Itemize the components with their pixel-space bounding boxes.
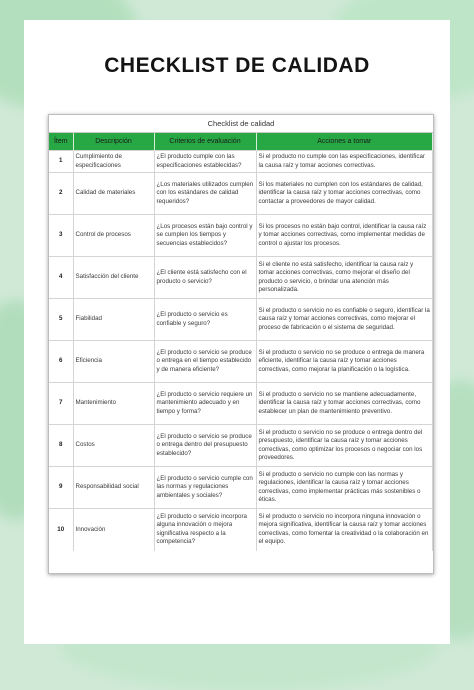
row-item: 8 <box>49 425 73 467</box>
row-criteria: ¿El producto o servicio incorpora alguna innovación o mejora significativa respecto a la competencia? <box>154 509 256 551</box>
row-criteria: ¿El producto o servicio cumple con las normas y regulaciones ambientales y sociales? <box>154 467 256 509</box>
row-description: Satisfacción del cliente <box>73 257 154 299</box>
row-item: 10 <box>49 509 73 551</box>
row-action: Si el producto o servicio no incorpora ninguna innovación o mejora significativa, identificar la causa raíz y tomar acciones correctivas, como fomentar la creatividad o la colaboración en el equipo. <box>256 509 433 551</box>
row-description: Innovación <box>73 509 154 551</box>
row-item: 5 <box>49 299 73 341</box>
row-action: Si el producto o servicio no se produce o entrega dentro del presupuesto, identificar la causa raíz y tomar acciones correctivas, como optimizar los procesos o negociar con los proveedores. <box>256 425 433 467</box>
table-row <box>49 425 433 467</box>
row-description: Control de procesos <box>73 215 154 257</box>
table-row <box>49 257 433 299</box>
row-description: Calidad de materiales <box>73 173 154 215</box>
row-description: Costos <box>73 425 154 467</box>
row-action: Si el producto no cumple con las especificaciones, identificar la causa raíz y tomar acciones correctivas. <box>256 151 433 173</box>
row-action: Si el producto o servicio no cumple con las normas y regulaciones, identificar la causa raíz y tomar acciones correctivas, como implementar prácticas más sostenibles o éticas. <box>256 467 433 509</box>
row-criteria: ¿El producto o servicio se produce o entrega dentro del presupuesto establecido? <box>154 425 256 467</box>
table-header-row <box>49 133 433 151</box>
table-row <box>49 299 433 341</box>
header-actions: Acciones a tomar <box>256 133 433 151</box>
table-row <box>49 383 433 425</box>
row-action: Si el producto o servicio no es confiable o seguro, identificar la causa raíz y tomar acciones correctivas, como mejorar el proceso de fabricación o el sistema de seguridad. <box>256 299 433 341</box>
row-action: Si el cliente no está satisfecho, identificar la causa raíz y tomar acciones correctivas, como mejorar el diseño del producto o servicio, o brindar una atención más personalizada. <box>256 257 433 299</box>
row-action: Si el producto o servicio no se mantiene adecuadamente, identificar la causa raíz y tomar acciones correctivas, como establecer un plan de mantenimiento preventivo. <box>256 383 433 425</box>
row-item: 3 <box>49 215 73 257</box>
row-criteria: ¿El producto o servicio requiere un mantenimiento adecuado y en tiempo y forma? <box>154 383 256 425</box>
row-action: Si los procesos no están bajo control, identificar la causa raíz y tomar acciones correctivas, como implementar medidas de control o ajustar los procesos. <box>256 215 433 257</box>
row-item: 4 <box>49 257 73 299</box>
table-row <box>49 341 433 383</box>
header-item: Ítem <box>49 133 73 151</box>
header-criteria: Criterios de evaluación <box>154 133 256 151</box>
row-action: Si los materiales no cumplen con los estándares de calidad, identificar la causa raíz y tomar acciones correctivas, como contactar a proveedores de mayor calidad. <box>256 173 433 215</box>
row-item: 9 <box>49 467 73 509</box>
row-criteria: ¿El producto o servicio se produce o entrega en el tiempo establecido y de manera eficiente? <box>154 341 256 383</box>
table-row <box>49 215 433 257</box>
row-description: Responsabilidad social <box>73 467 154 509</box>
table-row <box>49 509 433 551</box>
row-criteria: ¿Los procesos están bajo control y se cumplen los tiempos y secuencias establecidos? <box>154 215 256 257</box>
row-description: Eficiencia <box>73 341 154 383</box>
row-action: Si el producto o servicio no se produce o entrega de manera eficiente, identificar la causa raíz y tomar acciones correctivas, como mejorar la planificación o la logística. <box>256 341 433 383</box>
row-criteria: ¿El cliente está satisfecho con el producto o servicio? <box>154 257 256 299</box>
quality-checklist-table <box>48 114 434 574</box>
table-row <box>49 467 433 509</box>
row-criteria: ¿El producto cumple con las especificaciones establecidas? <box>154 151 256 173</box>
row-item: 2 <box>49 173 73 215</box>
table-caption: Checklist de calidad <box>49 115 433 133</box>
row-item: 1 <box>49 151 73 173</box>
checklist-grid <box>49 133 433 551</box>
table-row <box>49 173 433 215</box>
row-criteria: ¿Los materiales utilizados cumplen con los estándares de calidad requeridos? <box>154 173 256 215</box>
header-description: Descripción <box>73 133 154 151</box>
table-row <box>49 151 433 173</box>
row-description: Cumplimiento de especificaciones <box>73 151 154 173</box>
row-description: Mantenimiento <box>73 383 154 425</box>
document-page <box>24 20 450 644</box>
row-item: 6 <box>49 341 73 383</box>
row-item: 7 <box>49 383 73 425</box>
row-description: Fiabilidad <box>73 299 154 341</box>
page-title: CHECKLIST DE CALIDAD <box>104 54 370 77</box>
row-criteria: ¿El producto o servicio es confiable y seguro? <box>154 299 256 341</box>
